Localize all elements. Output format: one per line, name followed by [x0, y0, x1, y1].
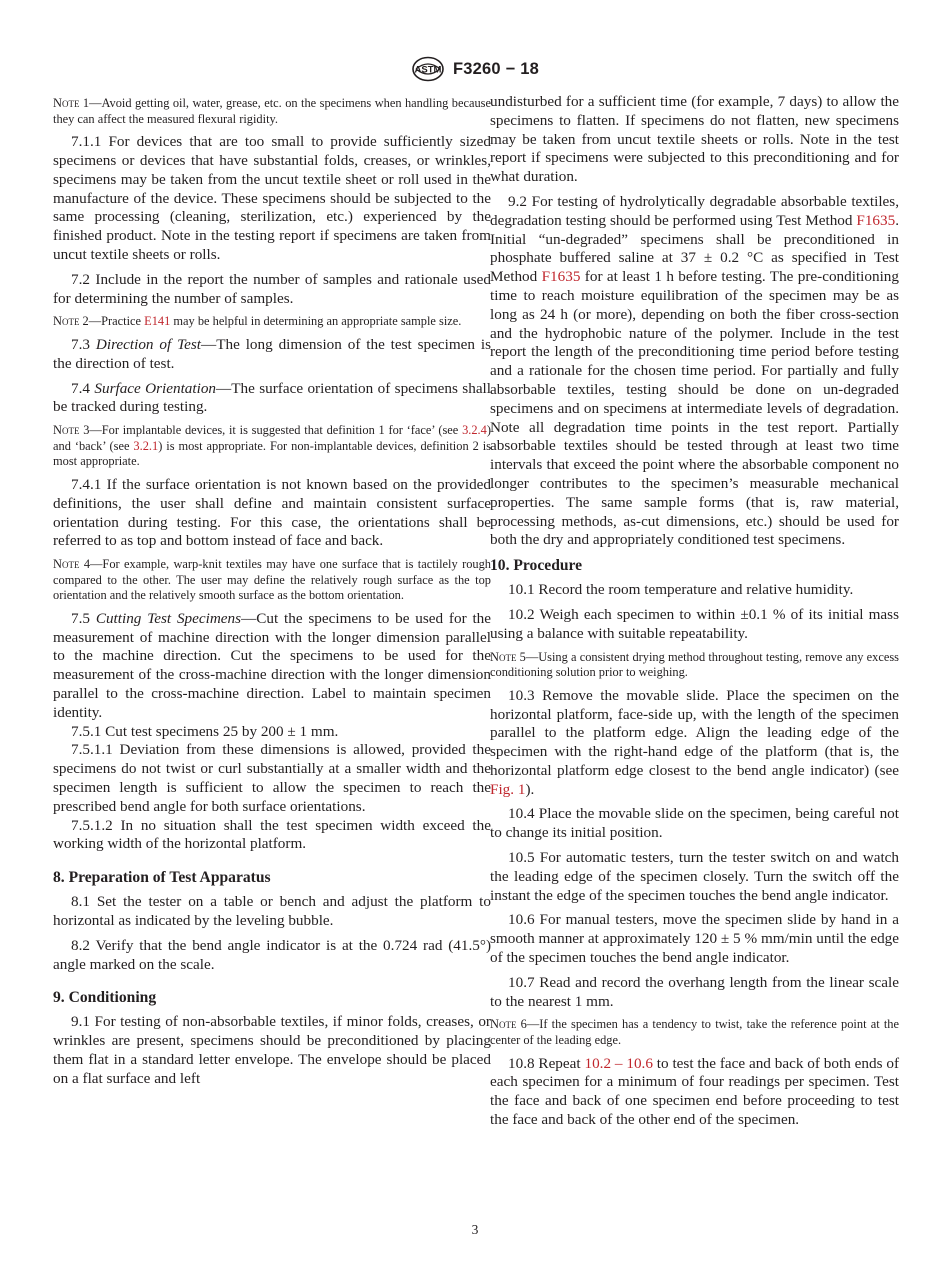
para-10-4: 10.4 Place the movable slide on the specimen, being careful not to change its initial position. — [490, 805, 899, 842]
note-3: Note 3—For implantable devices, it is suggested that definition 1 for ‘face’ (see 3.2.4) and ‘back’ (see 3.2.1) is most appropriate. For non-implantable devices, definition 2 is most appropriate. — [53, 423, 491, 469]
para-9-1: 9.1 For testing of non-absorbable textiles, if minor folds, creases, or wrinkles are present, specimens should be preconditioned by placing them flat in a standard letter envelope. The envelope should be placed on a flat surface and left — [53, 1013, 491, 1087]
link-f1635-2[interactable]: F1635 — [541, 268, 581, 286]
link-e141[interactable]: E141 — [144, 314, 171, 329]
note-6: Note 6—If the specimen has a tendency to twist, take the reference point at the center of the leading edge. — [490, 1017, 899, 1048]
section-8-heading: 8. Preparation of Test Apparatus — [53, 869, 271, 887]
para-7-5-1-2: 7.5.1.2 In no situation shall the test specimen width exceed the working width of the horizontal platform. — [53, 816, 491, 853]
link-10-2-10-6[interactable]: 10.2 – 10.6 — [584, 1054, 653, 1072]
note-1: Note 1—Avoid getting oil, water, grease, etc. on the specimens when handling because they can affect the measured flexural rigidity. — [53, 96, 491, 126]
link-fig-1[interactable]: Fig. 1 — [490, 780, 526, 798]
note-2: Note 2—Practice E141 may be helpful in determining an appropriate sample size. — [53, 314, 462, 329]
para-8-1: 8.1 Set the tester on a table or bench and adjust the platform to horizontal as indicated by the leveling bubble. — [53, 893, 491, 930]
para-7-5-1-1: 7.5.1.1 Deviation from these dimensions is allowed, provided the specimens do not twist or curl substantially at a smaller width and the specimen length is sufficient to allow the specimen to reach the prescribed bend angle for both surface orientations. — [53, 741, 491, 815]
para-10-7: 10.7 Read and record the overhang length from the linear scale to the nearest 1 mm. — [490, 973, 899, 1010]
page-number: 3 — [471, 1222, 479, 1237]
para-7-5: 7.5 Cutting Test Specimens—Cut the specimens to be used for the measurement of machine direction with the longer dimension parallel to the machine direction. Cut the specimens to be used for the measurement of the cross-machine direction with the longer dimension parallel to the cross-machine direction. Label to maintain specimen identity. — [53, 609, 492, 721]
para-10-1: 10.1 Record the room temperature and relative humidity. — [508, 581, 854, 599]
para-9-2: 9.2 For testing of hydrolytically degradable absorbable textiles, degradation testing should be performed using Test Method F1635. Initial “un-degraded” specimens shall be preconditioned in phosphate buffered saline at 37 ± 0.2 °C as specified in Test Method F1635 for at least 1 h before testing. The pre-conditioning time to reach moisture equilibration of the specimen may be as long as 24 h (or more), depending on both the fiber cross-section and the hydrophobic nature of the polymer. Include in the test report the length of the preconditioning time period before testing and a rationale for the chosen time period. For partially and fully absorbable textiles, testing should be done on un-degraded specimens and on specimens at intermediate levels of degradation. Note all degradation time points in the test report. Partially absorbable textiles should be tested through at least two time intervals that exceed the point where the absorbable component no longer contributes to the specimen’s measurable mechanical properties. The same sample forms (that is, raw material, processing methods, as-cut dimensions, etc.) should be used for both the dry and appropriately conditioned test specimens. — [490, 192, 899, 549]
section-10-heading: 10. Procedure — [490, 557, 583, 575]
para-7-3: 7.3 Direction of Test—The long dimension of the test specimen is the direction of test. — [53, 335, 492, 372]
para-10-8: 10.8 Repeat 10.2 – 10.6 to test the face and back of both ends of each specimen for a minimum of four readings per specimen. Test the face and back of one specimen end before proceeding to test the face and back of the other end of the specimen. — [490, 1054, 899, 1129]
astm-logo-icon — [411, 56, 445, 82]
para-9-1-continued: undisturbed for a sufficient time (for example, 7 days) to allow the specimens to flatten. If specimens do not flatten, new specimens may be taken from uncut textile sheets or rolls. Note in the test report if specimens were subjected to this preconditioning and for what duration. — [490, 93, 899, 186]
page-header — [0, 56, 950, 82]
logo-text: ASTM — [414, 64, 442, 76]
para-10-6: 10.6 For manual testers, move the specimen slide by hand in a smooth manner at approximately 120 ± 5 % mm/min until the edge of the specimen touches the bend angle indicator. — [490, 911, 899, 967]
para-7-1-1: 7.1.1 For devices that are too small to provide sufficiently sized specimens or devices that have substantial folds, creases, or wrinkles, specimens may be taken from the uncut textile sheet or roll used in the manufacture of the device. These specimens should be subjected to the same processing (cleaning, sterilization, etc.) experienced by the finished product. Note in the testing report if specimens are taken from uncut textile sheets or rolls. — [53, 133, 491, 263]
left-column — [53, 93, 491, 1095]
para-7-5-1: 7.5.1 Cut test specimens 25 by 200 ± 1 mm. — [71, 722, 339, 740]
para-10-5: 10.5 For automatic testers, turn the tester switch on and watch the leading edge of the specimen closely. Turn the switch off the instant the edge of the specimen touches the bend angle indicator. — [490, 849, 899, 904]
link-f1635[interactable]: F1635 — [856, 211, 896, 229]
section-9-heading: 9. Conditioning — [53, 989, 157, 1007]
para-10-3: 10.3 Remove the movable slide. Place the specimen on the horizontal platform, face-side up, with the length of the specimen parallel to the platform edge. Align the leading edge of the specimen with the right-hand edge of the platform (that is, the horizontal platform edge closest to the bend angle indicator) (see Fig. 1). — [490, 686, 899, 798]
note-5: Note 5—Using a consistent drying method throughout testing, remove any excess conditioning solution prior to weighing. — [490, 649, 899, 680]
para-7-4: 7.4 Surface Orientation—The surface orientation of specimens shall be tracked during testing. — [53, 379, 491, 416]
para-10-2: 10.2 Weigh each specimen to within ±0.1 % of its initial mass using a balance with suitable repeatability. — [490, 605, 899, 642]
note-4: Note 4—For example, warp-knit textiles may have one surface that is tactilely rough compared to the other. The user may define the relatively rough surface as the top orientation and the relatively smooth surface as the bottom orientation. — [53, 557, 491, 603]
link-3-2-1[interactable]: 3.2.1 — [133, 438, 159, 453]
para-7-4-1: 7.4.1 If the surface orientation is not known based on the provided definitions, the user shall define and maintain consistent surface orientation during testing. For this case, the orientations shall be referred to as top and bottom instead of face and back. — [53, 475, 491, 550]
para-8-2: 8.2 Verify that the bend angle indicator is at the 0.724 rad (41.5°) angle marked on the scale. — [53, 936, 491, 973]
para-7-2: 7.2 Include in the report the number of samples and rationale used for determining the number of samples. — [53, 270, 491, 307]
right-column — [490, 93, 899, 1136]
document-code: F3260 − 18 — [453, 59, 539, 78]
link-3-2-4[interactable]: 3.2.4 — [462, 423, 487, 438]
